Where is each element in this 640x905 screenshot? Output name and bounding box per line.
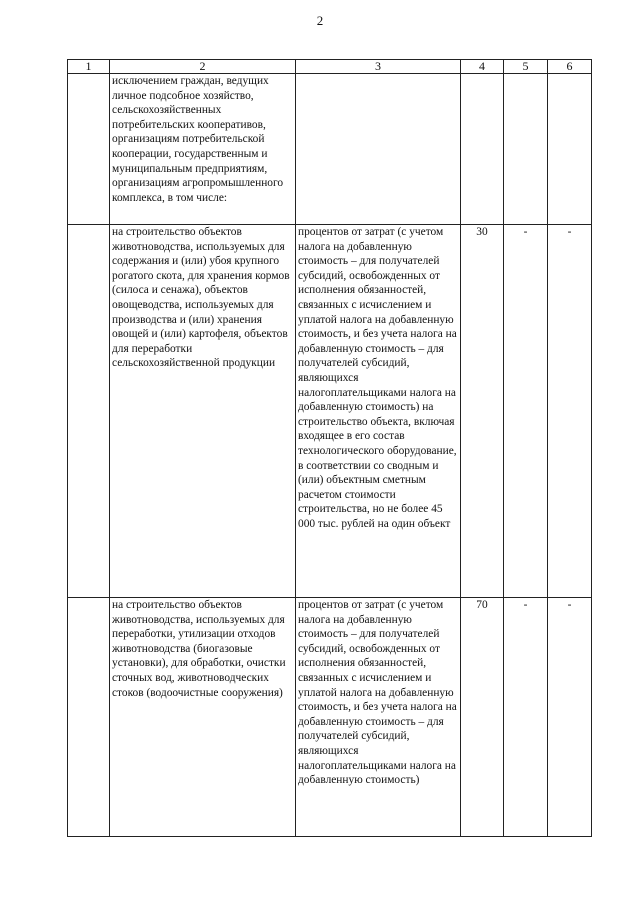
- rate-cell: 30: [461, 225, 504, 598]
- table-row: [68, 74, 592, 225]
- col5-cell: -: [504, 598, 548, 837]
- row-number-cell: [68, 598, 110, 837]
- row-number-cell: [68, 225, 110, 598]
- col5-cell: -: [504, 225, 548, 598]
- header-col-2: 2: [110, 60, 296, 74]
- description-cell: на строительство объектов животноводства, используемых для переработки, утилизации отходов животноводства (биогазовые установки), для обработки, очистки сточных вод, животноводческих стоков (водоочистные сооружения): [110, 598, 296, 837]
- description-cell: исключением граждан, ведущих личное подсобное хозяйство, сельскохозяйственных потребительских кооперативов, организациям потребительской кооперации, государственным и муниципальным предприятиям, организациям агропромышленного комплекса, в том числе:: [110, 74, 296, 225]
- table-row: [68, 225, 592, 598]
- table-header-row: [68, 60, 592, 74]
- page-number: 2: [316, 13, 324, 28]
- table-row: [68, 598, 592, 837]
- header-col-5: 5: [504, 60, 548, 74]
- header-col-6: 6: [548, 60, 592, 74]
- subsidy-table: [67, 59, 592, 837]
- rate-cell: [461, 74, 504, 225]
- unit-cell: [296, 74, 461, 225]
- row-number-cell: [68, 74, 110, 225]
- unit-cell: процентов от затрат (с учетом налога на добавленную стоимость – для получателей субсидий, освобожденных от исполнения обязанностей, связанных с исчислением и уплатой налога на добавленную стоимость, и без учета налога на добавленную стоимость – для получателей субсидий, являющихся налогоплательщиками налога на добавленную стоимость): [296, 598, 461, 837]
- header-col-3: 3: [296, 60, 461, 74]
- col6-cell: -: [548, 225, 592, 598]
- col5-cell: [504, 74, 548, 225]
- header-col-1: 1: [68, 60, 110, 74]
- unit-cell: процентов от затрат (с учетом налога на добавленную стоимость – для получателей субсидий, освобожденных от исполнения обязанностей, связанных с исчислением и уплатой налога на добавленную стоимость, и без учета налога на добавленную стоимость – для получателей субсидий, являющихся налогоплательщиками налога на добавленную стоимость) на строительство объекта, включая входящее в его состав технологического оборудование, в соответствии со сводным и (или) объектным сметным расчетом стоимости строительства, но не более 45 000 тыс. рублей на один объект: [296, 225, 461, 598]
- description-cell: на строительство объектов животноводства, используемых для содержания и (или) убоя крупного рогатого скота, для хранения кормов (силоса и сенажа), объектов овощеводства, используемых для производства и (или) хранения овощей и (или) картофеля, объектов для переработки сельскохозяйственной продукции: [110, 225, 296, 598]
- col6-cell: -: [548, 598, 592, 837]
- header-col-4: 4: [461, 60, 504, 74]
- rate-cell: 70: [461, 598, 504, 837]
- col6-cell: [548, 74, 592, 225]
